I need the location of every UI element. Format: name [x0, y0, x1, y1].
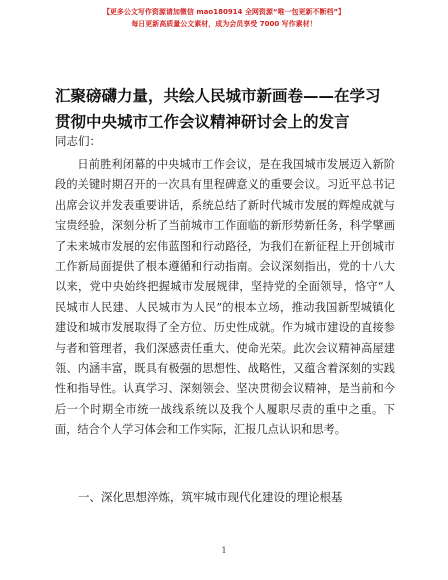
- salutation: 同志们：: [55, 134, 101, 148]
- section-heading: 一、深化思想淬炼，筑牢城市现代化建设的理论根基: [78, 490, 343, 504]
- body-paragraph: 日前胜利闭幕的中央城市工作会议，是在我国城市发展迈入新阶段的关键时期召开的一次具有里程碑意义的重要会议。习近平总书记出席会议并发表重要讲话，系统总结了新时代城市发展的辉煌成就与宝贵经验，深刻分析了当前城市工作面临的新形势新任务，科学擘画了未来城市发展的宏伟蓝图和行动路径，为我们在新征程上开创城市工作新局面提供了根本遵循和行动指南。会议深刻指出，党的十八大以来，党中央始终把握城市发展规律，坚持党的全面领导，恪守“人民城市人民建、人民城市为人民”的根本立场，推动我国新型城镇化建设和城市发展取得了全方位、历史性成就。作为城市建设的直接参与者和管理者，我们深感责任重大、使命光荣。此次会议精神高屋建瓴、内涵丰富，既具有极强的思想性、战略性，又蕴含着深刻的实践性和指导性。认真学习、深刻领会、坚决贯彻会议精神，是当前和今后一个时期全市统一战线系统以及我个人履职尽责的重中之重。下面，结合个人学习体会和工作实际，汇报几点认识和思考。: [55, 158, 395, 437]
- page-number: 1: [221, 546, 227, 555]
- promo-banner-line-2: 每日更新高质量公文素材，成为会员享受 7000 写作素材！: [131, 20, 317, 28]
- document-body: [55, 155, 395, 441]
- promo-banner: [0, 6, 448, 30]
- document-title: 汇聚磅礴力量，共绘人民城市新画卷——在学习贯彻中央城市工作会议精神研讨会上的发言: [55, 87, 381, 131]
- promo-banner-line-1: 【更多公文写作资源请加微信 mao180914 全网资源“唯一包更新不断档”】: [102, 8, 346, 16]
